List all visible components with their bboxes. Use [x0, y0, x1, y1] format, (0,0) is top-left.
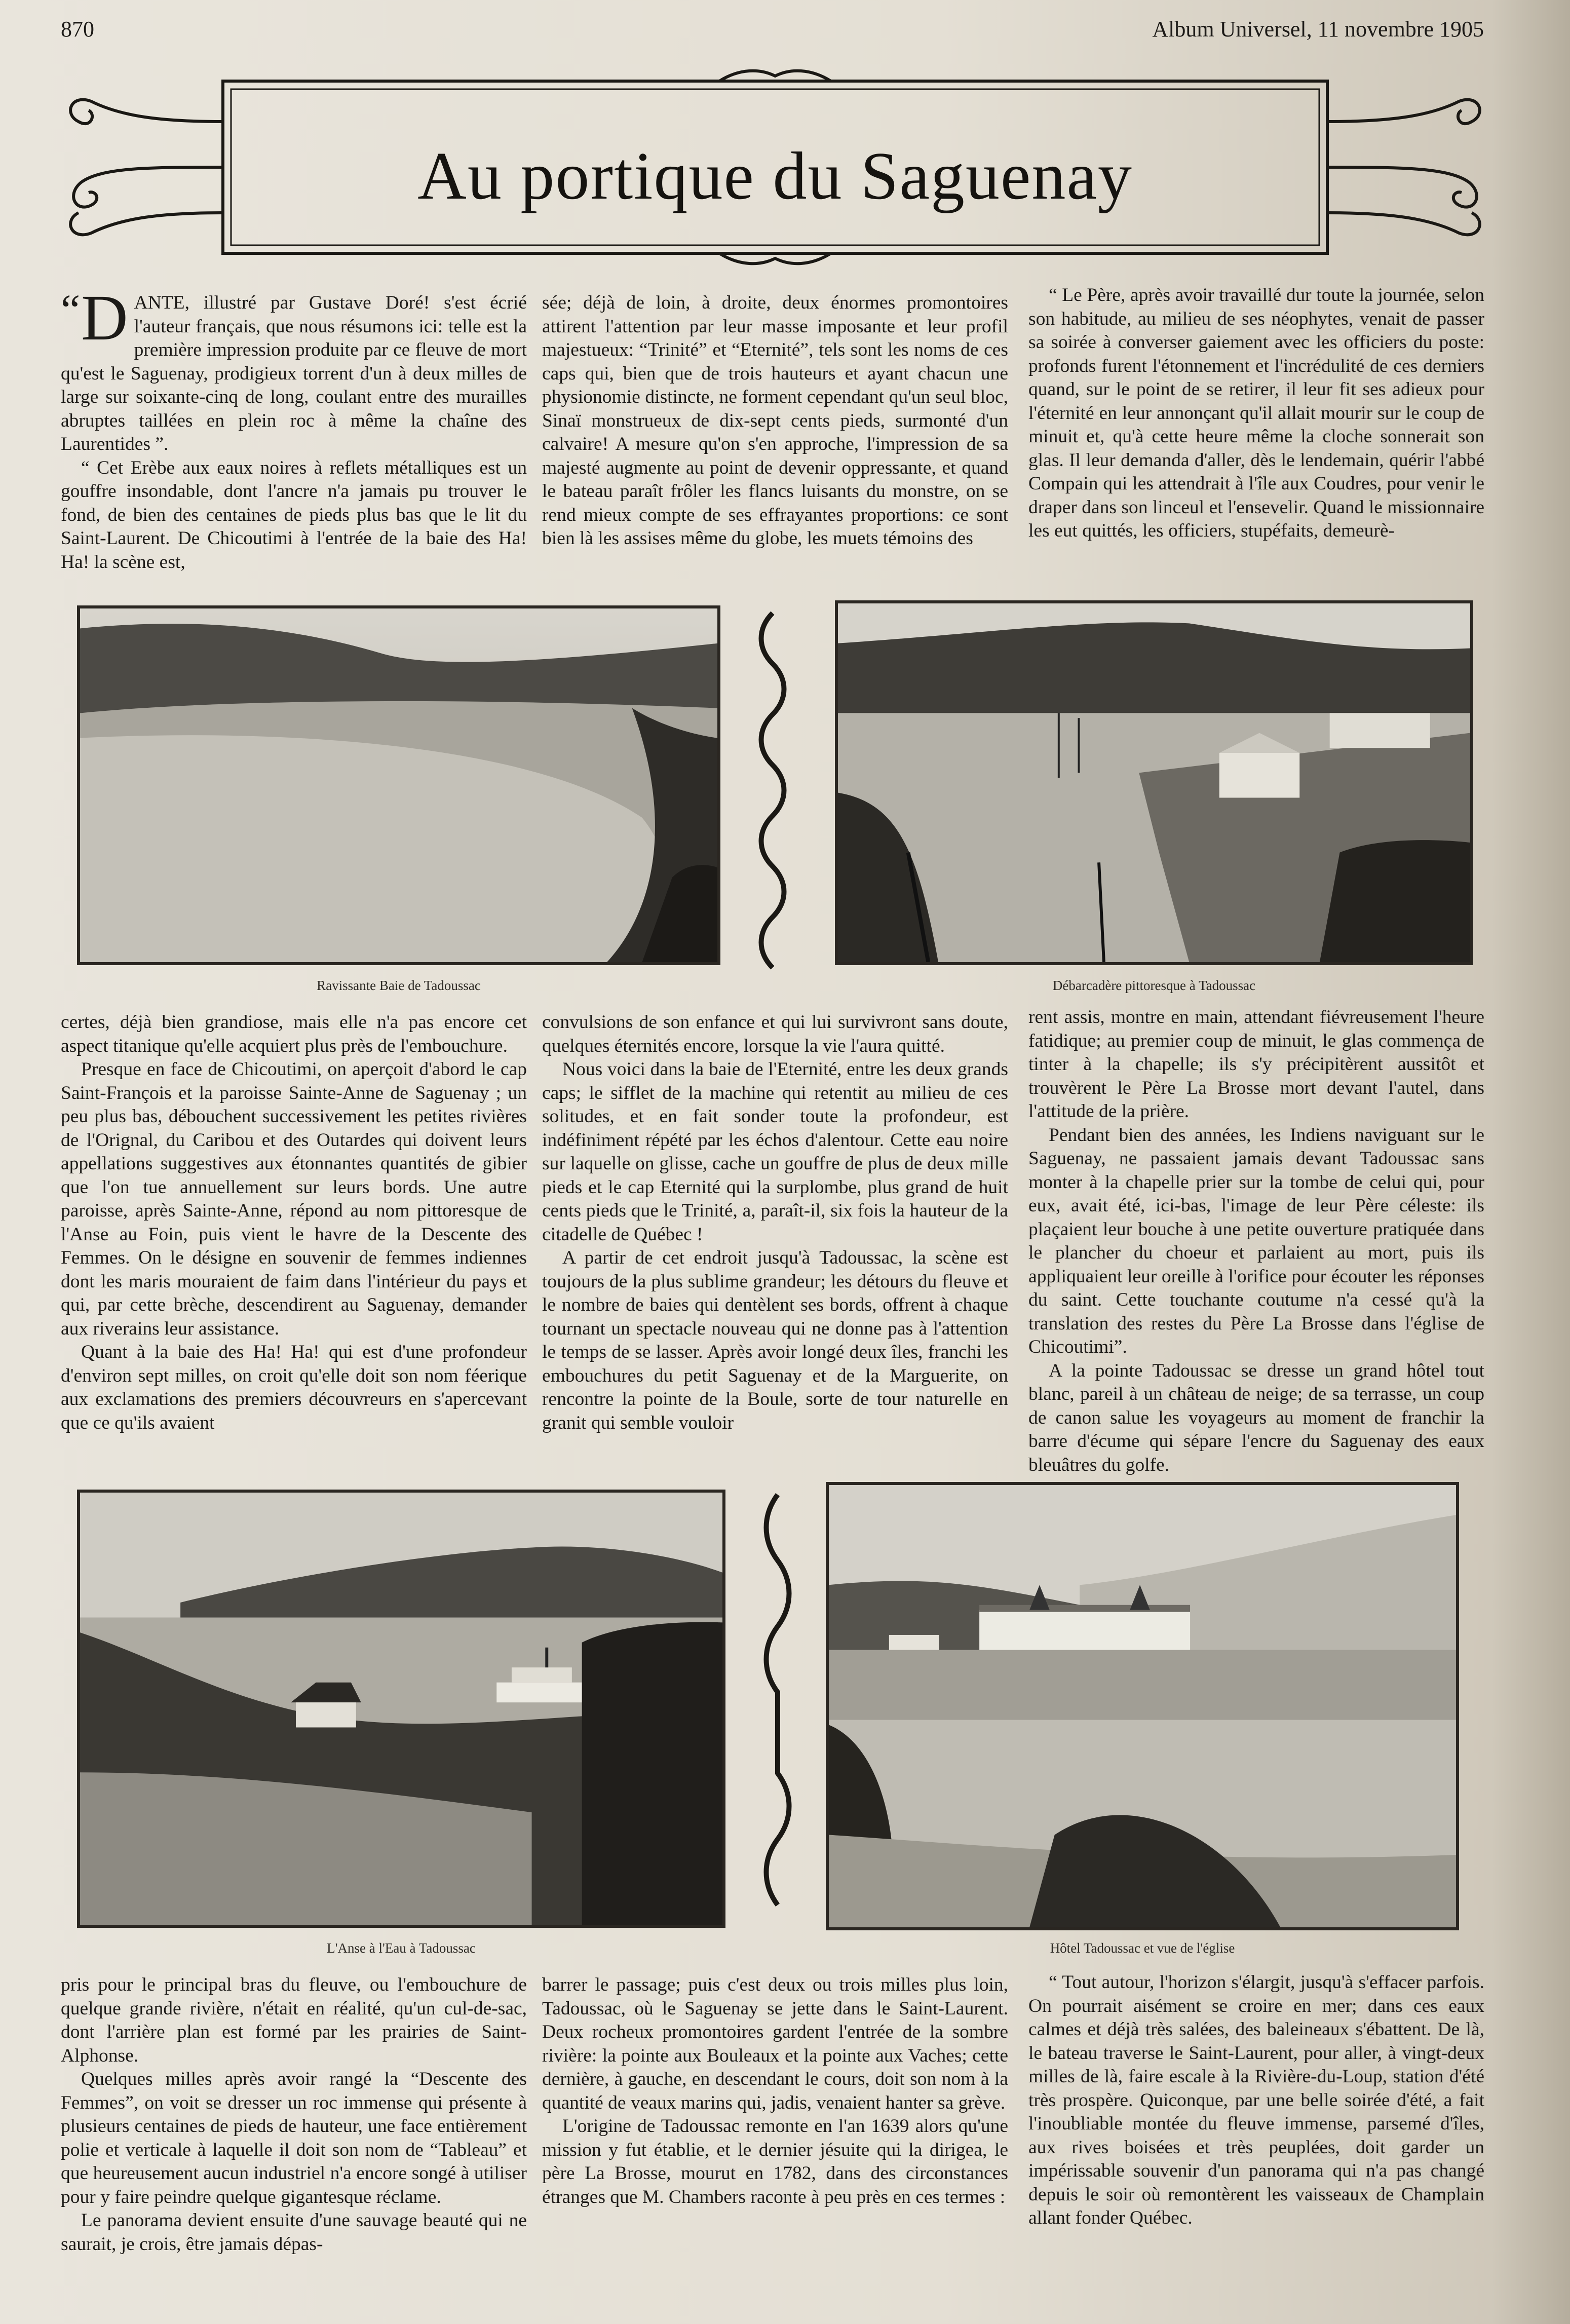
middle-column-1 [61, 1011, 527, 1477]
caption: Ravissante Baie de Tadoussac [317, 978, 481, 993]
paragraph: barrer le passage; puis c'est deux ou trois milles plus loin, Tadoussac, où le Saguenay se jette dans le Saint-Laurent. Deux rocheux promontoires gardent l'entrée de la sombre rivière: la pointe aux Bouleaux et la pointe aux Vaches; cette dernière, à gauche, en descendant le cours, doit son nom à la quantité de veaux marins qui, jadis, venaient hanter sa grève. [542, 1974, 1008, 2113]
paragraph: Quant à la baie des Ha! Ha! qui est d'une profondeur d'environ sept milles, on croit qu'elle doit son nom féerique aux exclamations des premiers découvreurs en s'apercevant que ce qu'ils avaient [61, 1342, 527, 1433]
caption: Débarcadère pittoresque à Tadoussac [1052, 978, 1256, 993]
middle-column-2 [542, 1011, 1008, 1477]
landscape-image [80, 608, 717, 962]
caption: Hôtel Tadoussac et vue de l'église [1050, 1940, 1235, 1956]
drop-cap: D [81, 282, 128, 354]
ornamental-divider [760, 1490, 795, 1930]
paragraph: rent assis, montre en main, attendant fiévreusement l'heure fatidique; au premier coup de minuit, le glas commença de tinter à la chapelle; ils s'y précipitèrent aussitôt et trouvèrent le Père La Brosse mort devant l'autel, dans l'attitude de la prière. [1028, 1007, 1484, 1122]
bottom-column-1 [61, 1973, 527, 2277]
paragraph: “ Le Père, après avoir travaillé dur toute la journée, selon son habitude, au milieu de ses néophytes, venait de passer sa soirée à converser gaiement avec les officiers du poste: profonds furent l'étonnement et l'incrédulité de ces derniers quand, sur le point de se retirer, il leur fit ses adieux pour l'éternité en leur annonçant qu'il allait mourir sur le coup de minuit et, qu'à cette heure même la cloche sonnerait son glas. Il leur demanda d'aller, dès le lendemain, quérir l'abbé Compain qui les attendrait à l'île aux Coudres, pour venir le draper dans son linceul et l'ensevelir. Quand le missionnaire les eut quittés, les officiers, stupéfaits, demeurè- [1028, 285, 1484, 541]
paragraph: L'origine de Tadoussac remonte en l'an 1639 alors qu'une mission y fut établie, et le dernier jésuite qui la dirigea, le père La Brosse, mourut en 1782, dans des circonstances étranges que M. Chambers raconte à peu près en ces termes : [542, 2116, 1008, 2207]
paragraph: “ Tout autour, l'horizon s'élargit, jusqu'à s'effacer parfois. On pourrait aisément se croire en mer; dans ces eaux calmes et déjà très salées, des baleineaux s'ébattent. De là, le bateau traverse le Saint-Laurent, pour aller, à vingt-deux milles de là, faire escale à la Rivière-du-Loup, station d'été très prospère. Quiconque, par une belle soirée d'été, a fait l'inoubliable montée du fleuve immense, parsemé d'îles, aux rives boisées et très peuplées, doit garder un impérissable souvenir d'un panorama qui n'a pas changé depuis le soir où remontèrent les vaisseaux de Champlain allant fonder Québec. [1028, 1972, 1484, 2228]
paragraph: ANTE, illustré par Gustave Doré! s'est écrié l'auteur français, que nous résumons ici: telle est la première impression produite par ce fleuve de mort qu'est le Saguenay, prodigieux torrent d'un à deux milles de large sur soixante-cinq de long, coulant entre des murailles abruptes taillées en plein roc à même la chaîne des Laurentides ”. [61, 292, 527, 454]
paragraph: A la pointe Tadoussac se dresse un grand hôtel tout blanc, pareil à un château de neige; de sa terrasse, un coup de canon salue les voyageurs au moment de franchir la barre d'écume qui sépare l'encre du Saguenay des eaux bleuâtres du golfe. [1028, 1360, 1484, 1475]
harbour-image [838, 603, 1470, 962]
photo-debarcadere [835, 600, 1473, 965]
title-cartouche [61, 66, 1489, 269]
photo-baie-tadoussac [77, 605, 720, 965]
paragraph: certes, déjà bien grandiose, mais elle n'a pas encore cet aspect titanique qu'elle acquiert plus près de l'embouchure. [61, 1012, 527, 1056]
photo-anse-a-leau [77, 1490, 725, 1928]
photo-hotel-tadoussac [826, 1482, 1459, 1930]
top-column-3 [1028, 284, 1484, 583]
hotel-image [829, 1485, 1456, 1927]
bottom-column-2 [542, 1973, 1008, 2277]
ornamental-divider [755, 608, 790, 973]
paragraph: pris pour le principal bras du fleuve, ou l'embouchure de quelque grande rivière, n'était en réalité, qu'un cul-de-sac, dont l'arrière plan est formé par les prairies de Saint-Alphonse. [61, 1974, 527, 2066]
bay-image [80, 1493, 722, 1925]
page-number: 870 [61, 17, 94, 42]
page-header [61, 11, 1484, 47]
paragraph: Presque en face de Chicoutimi, on aperçoit d'abord le cap Saint-François et la paroisse Sainte-Anne de Saguenay ; un peu plus bas, débouchent successivement les petites rivières de l'Orignal, du Caribou et des Outardes qui doivent leurs appellations suggestives aux étonnantes quantités de gibier que l'on tue annuellement sur leurs bords. Une autre paroisse, après Sainte-Anne, répond au nom pittoresque de l'Anse au Foin, puis vient le havre de la Descente des Femmes. On le désigne en souvenir de femmes indiennes dont les maris mouraient de faim dans l'intérieur du pays et qui, par cette brèche, descendirent au Saguenay, demander aux riverains leur assistance. [61, 1059, 527, 1339]
caption: L'Anse à l'Eau à Tadoussac [327, 1940, 476, 1956]
running-head: Album Universel, 11 novembre 1905 [1152, 17, 1484, 42]
paragraph: A partir de cet endroit jusqu'à Tadoussac, la scène est toujours de la plus sublime grandeur; les détours du fleuve et le nombre de baies qui dentèlent ses bords, offrent à chaque tournant un spectacle nouveau qui ne donne pas à l'attention le temps de se lasser. Après avoir longé deux îles, franchi les embouchures du petit Saguenay et de la Marguerite, on rencontre la pointe de la Boule, sorte de tour naturelle en granit qui semble vouloir [542, 1247, 1008, 1433]
bottom-column-3 [1028, 1971, 1484, 2275]
top-column-2 [542, 291, 1008, 580]
top-column-1 [61, 282, 527, 580]
paragraph: Le panorama devient ensuite d'une sauvage beauté qui ne saurait, je crois, être jamais dépas- [61, 2210, 527, 2255]
paragraph: convulsions de son enfance et qui lui survivront sans doute, quelques éternités encore, lorsque la vie l'aura quitté. [542, 1012, 1008, 1056]
paragraph: Quelques milles après avoir rangé la “Descente des Femmes”, on voit se dresser un roc immense qui présente à plusieurs centaines de pieds de hauteur, une face entièrement polie et verticale à laquelle il doit son nom de “Tableau” et que heureusement aucun industriel n'a encore songé à utiliser pour y faire peindre quelque gigantesque réclame. [61, 2069, 527, 2207]
paragraph: Nous voici dans la baie de l'Eternité, entre les deux grands caps; le sifflet de la machine qui retentit au milieu de ces solitudes, et en fait sonder toute la profondeur, est indéfiniment répété par les échos d'alentour. Cette eau noire sur laquelle on glisse, cache un gouffre de plus de deux mille pieds et le cap Eternité qui la surplombe, plus grand de huit cents pieds que le Trinité, a, paraît-il, six fois la hauteur de la citadelle de Québec ! [542, 1059, 1008, 1245]
opening-quote: “ [61, 285, 81, 334]
paragraph: Pendant bien des années, les Indiens naviguant sur le Saguenay, ne passaient jamais devant Tadoussac sans monter à la chapelle prier sur la tombe de celui qui, pour eux, avait été, ici-bas, l'image de leur Père céleste: ils plaçaient leur bouche à une petite ouverture pratiquée dans le plancher du choeur et parlaient au mort, puis ils appliquaient leur oreille à l'orifice pour écouter les réponses du saint. Cette touchante coutume n'a cessé qu'à la translation des restes du Père La Brosse dans l'église de Chicoutimi”. [1028, 1124, 1484, 1357]
article-title: Au portique du Saguenay [417, 138, 1133, 213]
paragraph: “ Cet Erèbe aux eaux noires à reflets métalliques est un gouffre insondable, dont l'ancre n'a jamais pu trouver le fond, de bien des centaines de pieds plus bas que le lit du Saint-Laurent. De Chicoutimi à l'entrée de la baie des Ha! Ha! la scène est, [61, 457, 527, 573]
paragraph: sée; déjà de loin, à droite, deux énormes promontoires attirent l'attention par leur masse imposante et leur profil majestueux: “Trinité” et “Eternité”, tels sont les noms de ces caps qui, bien que de trois hauteurs et ayant chacun une physionomie distincte, ne forment cependant qu'un seul bloc, Sinaï monstrueux de dix-sept cents pieds, surmonté d'un calvaire! A mesure qu'on s'en approche, l'impression de sa majesté augmente au point de devenir oppressante, et quand le bateau paraît frôler les flancs luisants du monstre, on se rend mieux compte de ses effrayantes proportions: ce sont bien là les assises même du globe, les muets témoins des [542, 292, 1008, 549]
middle-column-3 [1028, 1006, 1484, 1477]
